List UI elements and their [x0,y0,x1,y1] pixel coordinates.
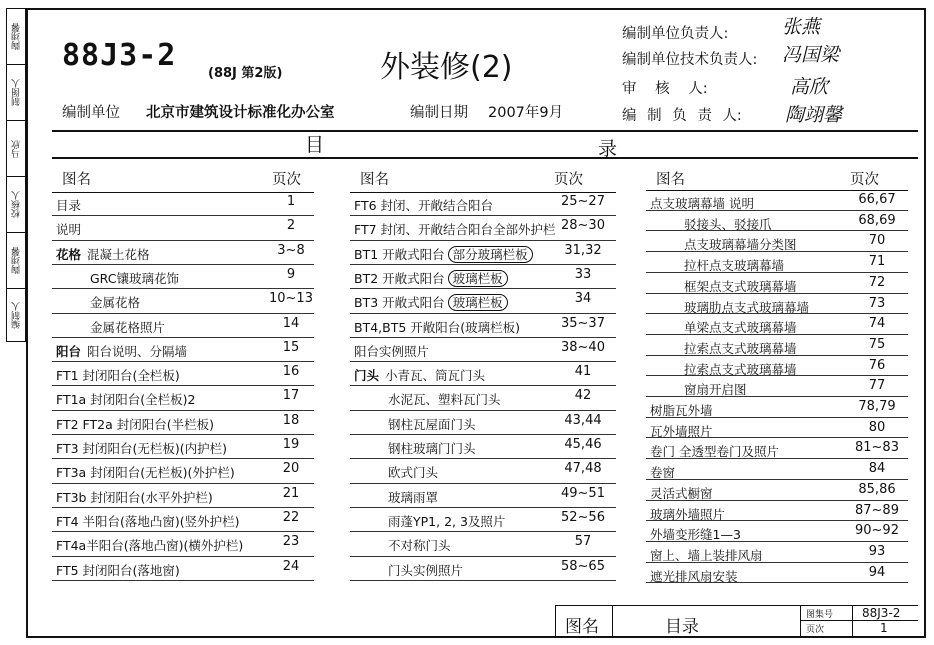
rule [52,483,314,484]
toc-entry-name: FT4 半阳台(落地凸窗)(竖外护栏) [56,513,240,529]
toc-row [388,390,501,408]
toc-entry-page: 78,79 [858,399,896,414]
rule [350,580,616,581]
rule [52,385,314,386]
sidebar-text: 校核人 [11,191,22,218]
toc-entry-name: 混凝土花格 [87,246,150,262]
toc-entry-page: 94 [868,564,886,580]
responsible-label: 编 制 负 责 人: [622,108,742,124]
toc-entry-page: 20 [282,461,300,477]
toc-entry-note: 部分玻璃栏板 [448,246,533,263]
toc-entry-name: 金属花格照片 [90,319,166,335]
responsible-label: 审 核 人: [622,81,708,97]
toc-entry-page: 33 [574,266,592,282]
rule [52,434,314,435]
toc-entry-name: 窗扇开启图 [684,382,747,398]
atlas-edition: (88J 第2版) [208,66,283,81]
rule [52,157,918,159]
toc-row [354,196,493,214]
rule [646,500,908,501]
toc-entry-page: 49~51 [561,485,605,501]
toc-entry-name: FT6 封闭、开敞结合阳台 [354,198,494,213]
rule [350,361,616,362]
toc-entry-page: 34 [574,291,592,307]
toc-entry-name: 窗上、墙上装排风扇 [650,547,763,563]
toc-header-page: 页次 [272,172,301,188]
rule [350,507,616,508]
toc-entry-name: 拉杆点支玻璃幕墙 [684,258,785,274]
toc-entry-page: 66,67 [858,192,896,207]
rule [52,130,918,132]
rule [350,458,616,459]
toc-entry-name: 玻璃外墙照片 [650,506,726,522]
toc-entry-page: 1 [286,194,296,209]
sidebar-cell [7,233,25,289]
toc-entry-name: 小青瓦、筒瓦门头 [385,368,486,384]
toc-entry-name: FT5 封闭阳台(落地窗) [56,562,180,578]
toc-entry-page: 43,44 [564,412,602,428]
toc-entry-name: 门头实例照片 [388,562,464,578]
toc-entry-name: GRC镶玻璃花饰 [90,270,179,286]
rule [350,556,616,557]
toc-entry-name: 钢柱瓦屋面门头 [388,416,476,432]
rule [52,458,314,459]
rule [350,385,616,386]
toc-entry-name: 遮光排风扇安装 [650,568,738,584]
toc-entry-name: BT2 开敞式阳台 [354,270,445,286]
rule [646,520,908,521]
sidebar-cell [7,9,25,65]
toc-entry-note: 玻璃栏板 [448,270,508,287]
toc-entry-name: FT4a半阳台(落地凸窗)(横外护栏) [56,538,244,554]
rule [646,582,908,583]
toc-column-1 [52,168,314,598]
rule [52,361,314,362]
rule [350,264,616,265]
toc-entry-name: 灵活式橱窗 [650,485,713,501]
toc-entry-page: 18 [282,412,300,428]
rule [350,192,616,193]
toc-row [388,439,476,457]
toc-entry-page: 23 [282,534,300,550]
toc-category: 阳台 [56,343,82,359]
sidebar-text: 制图人 [11,79,22,106]
toc-entry-page: 3~8 [277,242,305,258]
rule [52,337,314,338]
toc-entry-page: 52~56 [561,509,605,525]
rule [646,272,908,273]
rule [646,334,908,335]
toc-entry-page: 15 [282,339,300,355]
toc-row [354,220,556,238]
toc-entry-name: FT3b 封闭阳台(水平外护栏) [56,489,213,505]
footer-label: 图名 [565,617,599,637]
rule [52,215,314,216]
toc-entry-page: 41 [574,364,592,380]
rule [646,562,908,563]
toc-entry-name: 框架点支式玻璃幕墙 [684,278,797,294]
toc-category: 花格 [56,246,82,262]
toc-entry-name: 瓦外墙照片 [650,423,713,439]
toc-entry-name: 外墙变形缝1—3 [650,527,741,543]
toc-entry-page: 9 [286,266,296,282]
sidebar-text: 马欣 [11,139,22,158]
toc-entry-page: 75 [868,336,886,352]
toc-row [354,293,508,311]
toc-entry-page: 31,32 [564,242,602,258]
toc-row [56,512,240,530]
toc-row [388,512,505,530]
page-title: 外装修(2) [380,50,513,85]
toc-entry-page: 87~89 [855,502,899,518]
toc-entry-page: 70 [868,233,886,249]
set-label: 图集号 [806,610,834,620]
signature: 张燕 [782,16,821,38]
toc-header-name: 图名 [360,172,389,188]
rule [350,337,616,338]
toc-row [354,366,485,384]
rule [646,313,908,314]
toc-row [388,415,476,433]
toc-entry-page: 35~37 [561,315,605,331]
rule [646,293,908,294]
sidebar-text: 编制人 [11,301,22,329]
rule [52,580,314,581]
set-value: 88J3-2 [862,606,901,620]
rule [52,288,314,289]
toc-title-right: 录 [598,138,618,160]
rule [646,375,908,376]
toc-entry-name: 拉索点支式玻璃幕墙 [684,361,797,377]
sidebar-cell [7,289,25,341]
toc-row [388,463,438,481]
toc-entry-page: 24 [282,558,300,574]
toc-entry-name: 水泥瓦、塑料瓦门头 [388,392,501,408]
sidebar-cell [7,121,25,177]
toc-title-left: 目 [305,134,325,156]
toc-entry-name: FT1 封闭阳台(全栏板) [56,368,180,384]
toc-entry-name: 玻璃肋点支式玻璃幕墙 [684,299,810,315]
toc-entry-page: 73 [868,295,886,311]
toc-entry-page: 28~30 [561,218,605,234]
date-label: 编制日期 [410,105,468,121]
rule [646,437,908,438]
toc-entry-name: FT2 FT2a 封闭阳台(半栏板) [56,416,214,432]
toc-entry-page: 57 [574,534,592,550]
rule [350,215,616,216]
toc-entry-page: 16 [282,364,300,380]
sidebar-cell [7,65,25,121]
page-label: 页次 [806,625,825,635]
rule [52,507,314,508]
rule [800,620,918,621]
toc-entry-name: 目录 [56,198,82,213]
responsible-label: 编制单位技术负责人: [622,52,758,68]
toc-entry-page: 81~83 [855,440,899,456]
toc-row [90,318,165,336]
toc-row [354,269,508,287]
toc-row [56,488,213,506]
toc-entry-name: 树脂瓦外墙 [650,403,713,418]
toc-row [388,536,451,554]
rule [646,210,908,211]
sidebar-text: 陶翊馨 [11,247,22,274]
rule [52,531,314,532]
toc-row [90,293,140,311]
toc-entry-name: 玻璃雨罩 [388,489,439,505]
rule [646,190,908,191]
toc-entry-name: 阳台说明、分隔墙 [87,343,188,359]
toc-entry-page: 93 [868,543,886,559]
toc-entry-page: 45,46 [564,437,602,452]
toc-entry-page: 72 [868,274,886,290]
rule [350,288,616,289]
toc-entry-page: 2 [286,218,296,234]
unit-label: 编制单位 [62,105,120,121]
toc-entry-page: 80 [868,419,886,435]
toc-entry-name: FT1a 封闭阳台(全栏板)2 [56,392,196,408]
toc-row [56,439,227,457]
toc-entry-name: BT3 开敞式阳台 [354,295,445,311]
toc-row [56,415,214,433]
toc-entry-page: 68,69 [858,212,896,228]
toc-header-page: 页次 [554,172,583,188]
toc-entry-name: 不对称门头 [388,538,451,554]
toc-row [354,245,533,263]
rule [52,240,314,241]
toc-row [388,561,463,579]
toc-header-name: 图名 [62,172,91,188]
rule [555,605,556,636]
toc-row [56,366,180,384]
toc-column-2 [350,168,616,598]
rule [646,355,908,356]
toc-entry-name: 雨蓬YP1, 2, 3及照片 [388,513,506,529]
rule [350,434,616,435]
toc-row [56,220,81,238]
toc-entry-page: 19 [282,437,300,452]
toc-entry-name: 驳接头、驳接爪 [684,216,772,232]
toc-entry-page: 85,86 [858,481,896,497]
toc-entry-name: 卷门 全透型卷门及照片 [650,444,779,460]
rule [350,313,616,314]
toc-entry-name: FT7 封闭、开敞结合阳台全部外护栏 [354,222,556,238]
toc-entry-name: FT3a 封闭阳台(无栏板)(外护栏) [56,465,235,481]
sidebar-text: 陶翊馨 [11,23,22,50]
toc-entry-page: 77 [868,378,886,394]
signature: 陶翊馨 [785,104,843,126]
rule [646,396,908,397]
rule [646,479,908,480]
toc-row [56,342,187,360]
rule [646,230,908,231]
toc-entry-page: 10~13 [269,291,313,307]
toc-entry-page: 84 [868,461,886,477]
rule [646,541,908,542]
toc-row [56,196,81,214]
toc-entry-page: 22 [282,509,300,525]
toc-entry-page: 38~40 [561,339,605,355]
toc-row [56,463,235,481]
toc-entry-name: 点支玻璃幕墙 说明 [650,196,754,211]
toc-entry-name: 钢柱玻璃门门头 [388,441,476,456]
toc-row [56,561,180,579]
unit-name: 北京市建筑设计标准化办公室 [146,105,335,121]
toc-entry-page: 90~92 [855,523,899,539]
sidebar-cell [7,177,25,233]
toc-entry-note: 玻璃栏板 [448,294,508,311]
toc-entry-name: 点支玻璃幕墙分类图 [684,237,797,253]
responsible-label: 编制单位负责人: [622,26,729,42]
toc-entry-page: 74 [868,316,886,332]
rule [350,531,616,532]
toc-entry-name: 欧式门头 [388,465,439,481]
toc-entry-page: 47,48 [564,461,602,477]
rule [52,313,314,314]
toc-row [56,390,195,408]
toc-row [354,342,429,360]
rule [52,556,314,557]
rule [52,192,314,193]
toc-header-name: 图名 [656,172,685,188]
toc-entry-page: 17 [282,388,300,404]
date-value: 2007年9月 [488,105,564,121]
toc-header-page: 页次 [850,172,879,188]
toc-entry-name: 金属花格 [90,295,141,311]
toc-entry-name: 阳台实例照片 [354,343,430,359]
signature: 高欣 [790,76,829,98]
atlas-code: 88J3-2 [62,38,177,73]
toc-row [56,245,150,263]
toc-entry-name: BT4,BT5 开敞阳台(玻璃栏板) [354,319,521,335]
rule [646,417,908,418]
rule [350,240,616,241]
toc-row [56,536,243,554]
toc-row [354,318,520,336]
toc-row [90,269,179,287]
rule [646,458,908,459]
toc-entry-name: 说明 [56,222,82,238]
rule [52,410,314,411]
toc-entry-page: 76 [868,357,886,373]
toc-entry-page: 25~27 [561,194,605,209]
toc-entry-page: 14 [282,315,300,331]
toc-entry-page: 21 [282,485,300,501]
toc-entry-name: FT3 封闭阳台(无栏板)(内护栏) [56,441,228,456]
rule [646,251,908,252]
toc-entry-page: 42 [574,388,592,404]
toc-entry-page: 58~65 [561,558,605,574]
rule [350,410,616,411]
toc-entry-name: 拉索点支式玻璃幕墙 [684,340,797,356]
signature: 冯国梁 [782,44,840,66]
toc-category: 门头 [354,368,380,384]
rule [612,605,613,636]
toc-entry-name: BT1 开敞式阳台 [354,246,445,262]
toc-column-3 [646,168,908,598]
signature-sidebar [6,8,26,342]
toc-entry-page: 71 [868,254,886,270]
rule [52,264,314,265]
footer-name: 目录 [665,617,699,637]
toc-row [388,488,438,506]
toc-entry-name: 卷窗 [650,465,676,481]
toc-entry-name: 单梁点支式玻璃幕墙 [684,320,797,336]
rule [350,483,616,484]
page-value: 1 [880,621,888,635]
